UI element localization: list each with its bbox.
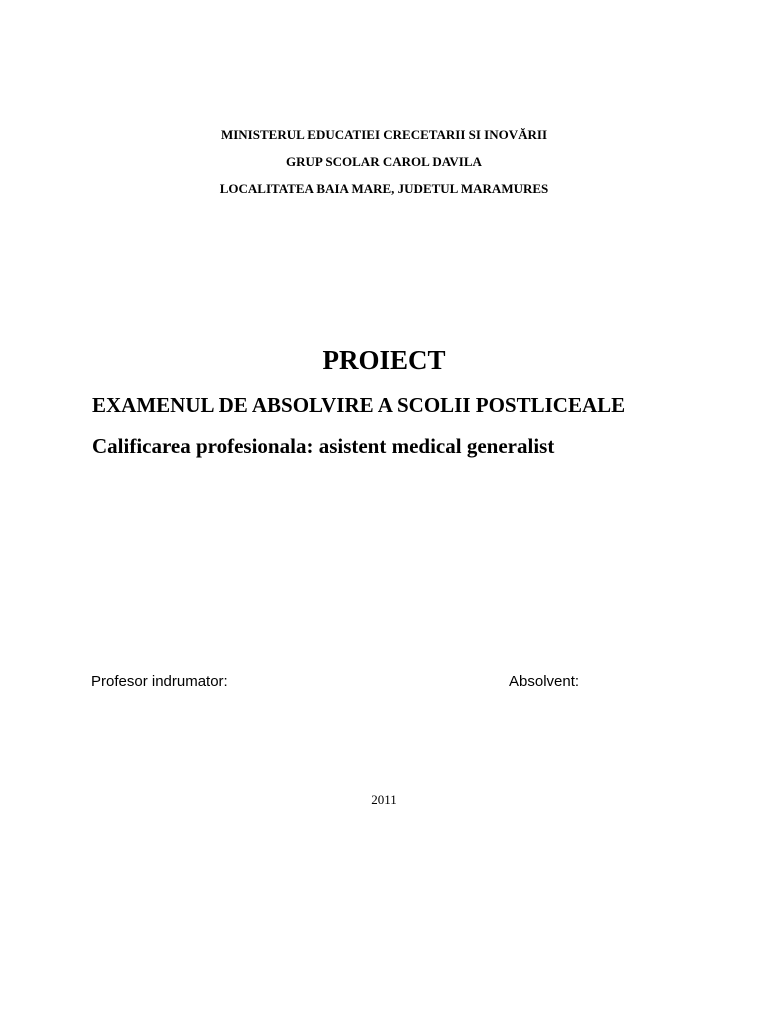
advisor-label: Profesor indrumator: [91,673,228,690]
school-heading: GRUP SCOLAR CAROL DAVILA [286,154,482,169]
document-title: PROIECT [322,345,446,375]
qualification-line: Calificarea profesionala: asistent medical generalist [92,434,555,458]
location-heading: LOCALITATEA BAIA MARE, JUDETUL MARAMURES [219,181,549,196]
ministry-heading: MINISTERUL EDUCATIEI CRECETARII SI INOVĂRII [220,127,548,142]
document-year: 2011 [371,792,397,807]
document-subtitle: EXAMENUL DE ABSOLVIRE A SCOLII POSTLICEALE [92,393,626,417]
graduate-label: Absolvent: [509,673,580,690]
